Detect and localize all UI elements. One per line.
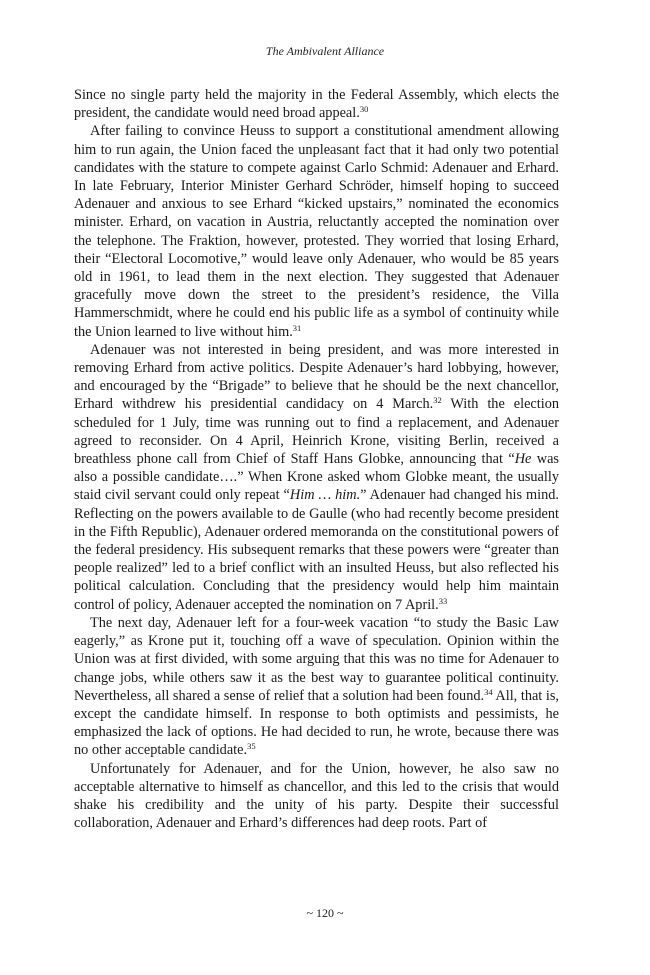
page-number: ~ 120 ~: [306, 906, 344, 920]
paragraph-1: [74, 86, 559, 122]
emphasis-text: He: [514, 451, 532, 468]
text-run: Adenauer was not interested in being president, and was more interested in removing Erhard from active politics. Despite Adenauer’s hard lobbying, however, and encouraged by the “Brigade” to believe that he should be the next chancellor, Erhard withdrew his presidential candidacy on 4 March.: [74, 341, 559, 413]
footnote-ref: 33: [438, 595, 448, 606]
running-head: The Ambivalent Alliance: [265, 44, 385, 58]
footnote-ref: 30: [359, 104, 369, 115]
footnote-ref: 32: [433, 395, 442, 406]
footnote-ref: 34: [484, 686, 493, 697]
text-run: After failing to convince Heuss to support a constitutional amendment allowing him to run again, the Union faced the unpleasant fact that it had only two potential candidates with the stature to compete against Carlo Schmid: Adenauer and Erhard. In late February, Interior Minister Gerhard Schröder, himself hoping to succeed Adenauer and anxious to see Erhard “kicked upstairs,” nominated the economics minister. Erhard, on vacation in Austria, reluctantly accepted the nomination over the telephone. The Fraktion, however, protested. They worried that losing Erhard, their “Electoral Locomotive,” would leave only Adenauer, who would be 85 years old in 1961, to lead them in the next election. They suggested that Adenauer gracefully move down the street to the president’s residence, the Villa Hammerschmidt, where he could end his public life as a symbol of continuity while the Union learned to live without him.: [74, 123, 559, 340]
text-run: With the election scheduled for 1 July, time was running out to find a replacement, and Adenauer agreed to reconsider. On 4 April, Heinrich Krone, visiting Berlin, received a breathless phone call from Chief of Staff Hans Globke, announcing that “: [74, 396, 559, 468]
text-run: ” Adenauer had changed his mind. Reflecting on the powers available to de Gaulle (who had recently become president in the Fifth Republic), Adenauer ordered memoranda on the constitutional powers of the federal presidency. His subsequent remarks that these powers were “greater than people realized” led to a brief conflict with an insulted Heuss, but also reflected his political calculation. Concluding that the presidency would help him maintain control of policy, Adenauer accepted the nomination on 7 April.: [74, 487, 560, 613]
text-run: Unfortunately for Adenauer, and for the Union, however, he also saw no acceptable alternative to himself as chancellor, and this led to the crisis that would shake his credibility and the unity of his party. Despite their successful collaboration, Adenauer and Erhard’s differences had deep roots. Part of: [74, 760, 559, 832]
emphasis-text: Him … him.: [289, 487, 361, 504]
paragraph-4: [74, 614, 559, 760]
paragraph-3: [74, 341, 559, 614]
text-run: Since no single party held the majority in the Federal Assembly, which elects the president, the candidate would need broad appeal.: [74, 87, 559, 122]
text-run: All, that is, except the candidate himself. In response to both optimists and pessimists, he emphasized the lack of options. He had decided to run, he wrote, because there was no other acceptable candidate.: [74, 687, 559, 759]
paragraph-5: [74, 760, 559, 833]
footnote-ref: 31: [292, 322, 302, 333]
text-run: was also a possible candidate….” When Krone asked whom Globke meant, the usually staid civil servant could only repeat “: [74, 451, 559, 504]
footnote-ref: 35: [247, 741, 256, 752]
paragraph-2: [74, 122, 559, 340]
body-text: [74, 86, 559, 832]
text-run: The next day, Adenauer left for a four-week vacation “to study the Basic Law eagerly,” as Krone put it, touching off a wave of speculation. Opinion within the Union was at first divided, with some arguing that this was no time for Adenauer to change jobs, while others saw it as the best way to guarantee political continuity. Nevertheless, all shared a sense of relief that a solution had been found.: [74, 614, 559, 704]
